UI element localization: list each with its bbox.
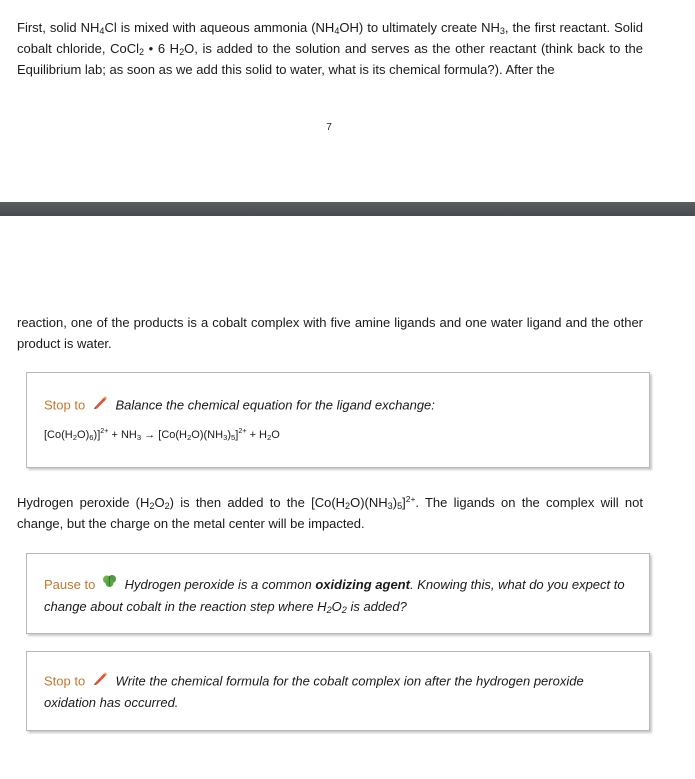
pause-to-label: Pause to — [44, 576, 96, 592]
box-prompt-text: Balance the chemical equation for the ligand exchange: — [115, 397, 435, 413]
box-prompt-paragraph: Stop to Write the chemical formula for the cobalt complex ion after the hydrogen peroxide oxidation has occurred. — [44, 671, 632, 713]
stop-to-label: Stop to — [44, 673, 86, 689]
pencil-icon — [92, 395, 108, 415]
box-prompt-line — [44, 395, 632, 417]
paragraph-intro: First, solid $NH_4Cl$ is mixed with aqueous ammonia $(NH_4OH)$ to ultimately create $NH_3$, the first reactant. Solid cobalt chloride, CoCl$_2$ • 6 $H_2O$, is added to the solution and serves as the other reactant (think back to the Equilibrium lab; as soon as we add this solid to water, what is its chemical formula?). After the — [17, 20, 643, 77]
page-break-bar — [0, 202, 695, 216]
stop-to-box-balance — [26, 372, 650, 468]
paragraph-peroxide: Hydrogen peroxide $(H_2O_2)$ is then added to the $[Co(H_2O)(NH_3)_5]^{2+}$. The ligands on the complex will not change, but the charge on the metal center will be impacted. — [17, 494, 643, 531]
stop-to-label: Stop to — [44, 397, 86, 413]
brain-icon — [102, 574, 117, 595]
box-prompt-paragraph: Pause to Hydrogen peroxide is a common oxidizing agent. Knowing this, what do you expect to change about cobalt in the reaction step where $H_2O_2$ is added? — [44, 574, 632, 617]
paragraph-reaction: reaction, one of the products is a cobalt complex with five amine ligands and one water ligand and the other product is water. — [17, 315, 643, 351]
pause-to-box-oxidizing — [26, 553, 650, 634]
pencil-icon — [92, 671, 108, 691]
ligand-exchange-equation: $[Co(H_2O)_6)]^{2+} + NH_3 \to [Co(H_2O)(NH_3)_5]^{2+} + H_2O$ — [44, 427, 280, 442]
oxidizing-agent-term: oxidizing agent — [315, 576, 410, 592]
stop-to-box-formula — [26, 651, 650, 731]
page-number: 7 — [326, 122, 332, 133]
